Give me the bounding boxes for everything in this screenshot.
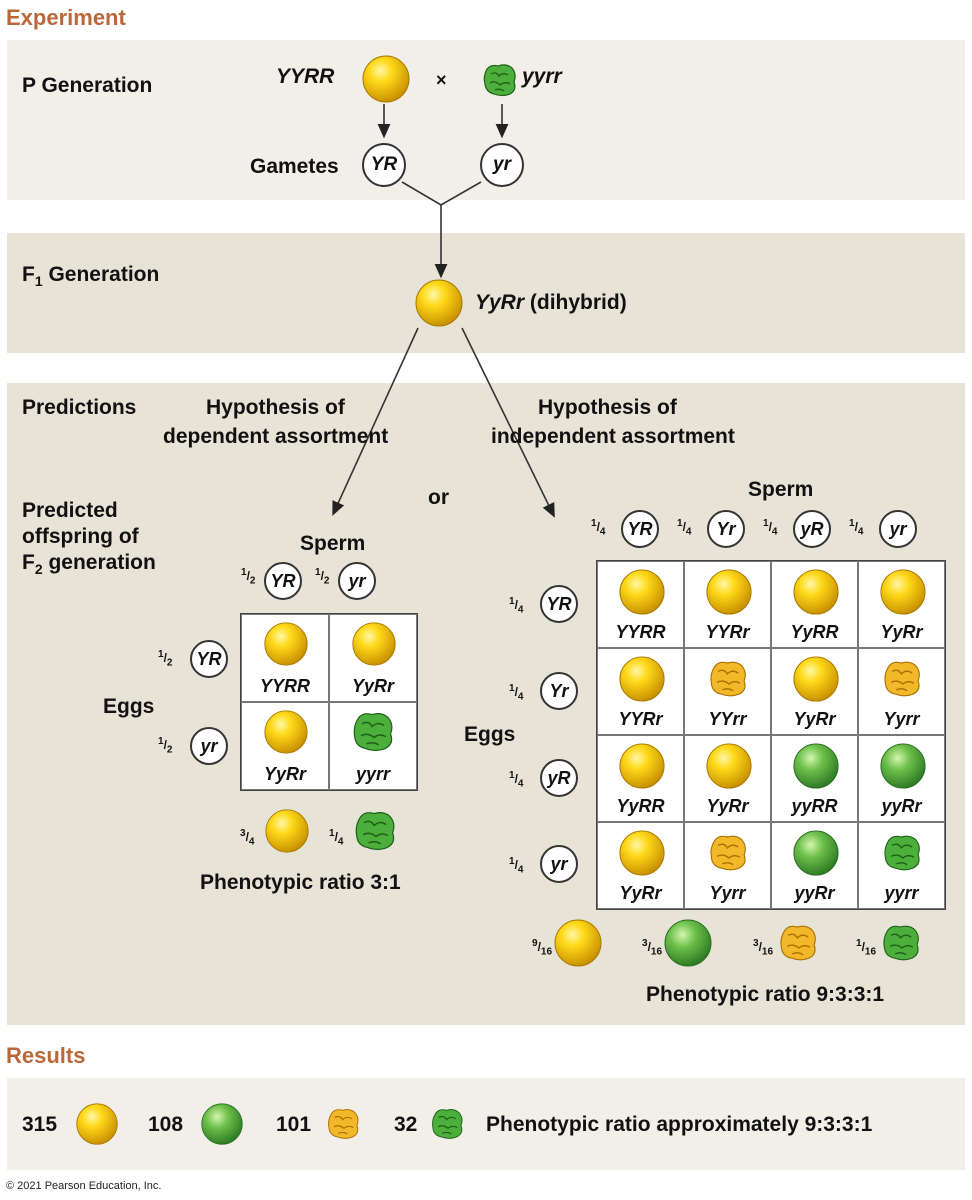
cell-genotype: YYRR	[259, 676, 310, 696]
independent-hypothesis-line1: Hypothesis of	[538, 396, 677, 419]
green-wrinkled-pea-icon	[351, 709, 397, 755]
offspring-label-line1: Predicted	[22, 499, 118, 522]
green-round-pea-icon	[792, 742, 840, 790]
yellow-round-pea-icon	[264, 808, 310, 854]
dependent-eggs-label: Eggs	[103, 695, 155, 718]
cell-genotype: YyRr	[880, 622, 923, 642]
cell-genotype: YyRr	[706, 796, 749, 816]
sperm-fraction: $^1/_2$	[315, 567, 330, 587]
punnett-cell	[771, 735, 858, 822]
yellow-round-pea-icon	[618, 655, 666, 703]
parent2-genotype: yyrr	[522, 65, 562, 88]
egg-gamete: yr	[540, 845, 578, 883]
yellow-round-pea-icon	[705, 568, 753, 616]
sperm-fraction: $^1/_4$	[677, 518, 692, 538]
dependent-sperm-label: Sperm	[300, 532, 366, 555]
pea-holder	[708, 658, 750, 705]
pea-holder	[792, 742, 840, 795]
green-round-pea-icon	[663, 918, 713, 968]
punnett-cell	[241, 702, 329, 790]
yellow-round-pea-icon	[351, 621, 397, 667]
yellow-round-pea-icon	[618, 829, 666, 877]
copyright: © 2021 Pearson Education, Inc.	[6, 1180, 162, 1192]
yellow-round-pea-icon	[618, 742, 666, 790]
ratio-pea	[663, 918, 713, 973]
egg-gamete: YR	[190, 640, 228, 678]
pea-holder	[705, 742, 753, 795]
cell-genotype: YYrr	[708, 709, 747, 729]
ratio-fraction: $^3/_{16}$	[642, 938, 663, 958]
green-wrinkled-pea-icon	[882, 832, 924, 874]
pea-holder	[879, 742, 927, 795]
cell-genotype: yyRR	[791, 796, 838, 816]
punnett-cell	[241, 614, 329, 702]
yellow-round-pea-icon	[705, 742, 753, 790]
experiment-header: Experiment	[6, 5, 126, 30]
punnett-cell	[597, 735, 684, 822]
yellow-round-pea-icon	[553, 918, 603, 968]
punnett-cell	[771, 648, 858, 735]
pea-holder	[792, 829, 840, 882]
yellow-wrinkled-pea-icon	[326, 1106, 362, 1142]
cell-genotype: YyRR	[790, 622, 839, 642]
result-pea	[200, 1102, 244, 1151]
ratio-fraction: $^3/_{16}$	[753, 938, 774, 958]
pea-holder	[708, 832, 750, 879]
punnett-cell	[858, 561, 945, 648]
punnett-cell	[597, 648, 684, 735]
punnett-cell	[684, 561, 771, 648]
egg-gamete: yR	[540, 759, 578, 797]
egg-fraction: $^1/_4$	[509, 596, 524, 616]
cell-genotype: YYRr	[705, 622, 750, 642]
ratio-fraction: $^3/_4$	[240, 828, 255, 848]
ratio-pea	[264, 808, 310, 859]
punnett-cell	[329, 702, 417, 790]
cell-genotype: Yyrr	[883, 709, 920, 729]
result-pea	[326, 1106, 362, 1147]
sperm-gamete: yr	[879, 510, 917, 548]
ratio-fraction: $^9/_{16}$	[532, 938, 553, 958]
yellow-wrinkled-pea-icon	[778, 922, 820, 964]
egg-gamete: YR	[540, 585, 578, 623]
result-count: 108	[148, 1113, 184, 1136]
sperm-gamete: Yr	[707, 510, 745, 548]
pea-holder	[882, 832, 924, 879]
dependent-hypothesis-line1: Hypothesis of	[206, 396, 345, 419]
offspring-label-line3: $F_2$ generation	[22, 551, 156, 578]
f1-generation-label: $F_1$ Generation	[22, 263, 160, 290]
punnett-cell	[858, 648, 945, 735]
sperm-gamete: YR	[621, 510, 659, 548]
ratio-pea	[353, 808, 399, 859]
pea-holder	[263, 709, 309, 760]
f1-genotype: YyRr (dihybrid)	[475, 291, 627, 314]
punnett-cell	[329, 614, 417, 702]
pea-holder	[879, 568, 927, 621]
punnett-cell	[597, 561, 684, 648]
result-count: 32	[394, 1113, 418, 1136]
dependent-hypothesis-line2: dependent assortment	[163, 425, 389, 448]
ratio-pea	[881, 922, 923, 969]
green-wrinkled-pea-icon	[353, 808, 399, 854]
egg-fraction: $^1/_2$	[158, 649, 173, 669]
ratio-fraction: $^1/_4$	[329, 828, 344, 848]
punnett-cell	[771, 561, 858, 648]
sperm-fraction: $^1/_4$	[849, 518, 864, 538]
egg-gamete: yr	[190, 727, 228, 765]
cell-genotype: Yyrr	[709, 883, 746, 903]
gamete-yr-dominant: YR	[362, 143, 406, 187]
cell-genotype: YyRr	[351, 676, 395, 696]
dependent-ratio-text: Phenotypic ratio 3:1	[200, 871, 401, 894]
green-round-pea-icon	[200, 1102, 244, 1146]
ratio-pea	[778, 922, 820, 969]
pea-holder	[792, 655, 840, 708]
yellow-wrinkled-pea-icon	[708, 832, 750, 874]
or-label: or	[428, 486, 449, 509]
cell-genotype: yyRr	[794, 883, 835, 903]
cell-genotype: YyRr	[793, 709, 836, 729]
punnett-cell	[858, 822, 945, 909]
cell-genotype: YYRr	[618, 709, 663, 729]
green-wrinkled-pea-icon	[881, 922, 923, 964]
pea-holder	[618, 742, 666, 795]
result-count: 315	[22, 1113, 58, 1136]
green-wrinkled-pea-icon	[430, 1106, 466, 1142]
pea-holder	[618, 829, 666, 882]
cell-genotype: YyRr	[263, 764, 307, 784]
result-pea	[75, 1102, 119, 1151]
green-round-pea-icon	[879, 742, 927, 790]
yellow-round-pea-icon	[361, 54, 411, 104]
pea-holder	[351, 709, 397, 760]
punnett-cell	[858, 735, 945, 822]
cell-genotype: yyrr	[355, 764, 391, 784]
punnett-cell	[597, 822, 684, 909]
pea-holder	[882, 658, 924, 705]
pea-holder	[351, 621, 397, 672]
pea-holder	[618, 655, 666, 708]
cell-genotype: YyRr	[619, 883, 662, 903]
ratio-pea	[553, 918, 603, 973]
offspring-label-line2: offspring of	[22, 525, 139, 548]
pea-holder	[792, 568, 840, 621]
cell-genotype: yyRr	[881, 796, 922, 816]
p-generation-label: P Generation	[22, 74, 153, 97]
yellow-round-pea-icon	[618, 568, 666, 616]
sperm-fraction: $^1/_4$	[763, 518, 778, 538]
yellow-round-pea-icon	[792, 568, 840, 616]
punnett-cell	[684, 648, 771, 735]
result-count: 101	[276, 1113, 312, 1136]
gamete-yr-recessive: yr	[480, 143, 524, 187]
sperm-gamete: YR	[264, 562, 302, 600]
parent1-genotype: YYRR	[276, 65, 335, 88]
egg-fraction: $^1/_2$	[158, 736, 173, 756]
sperm-gamete: yR	[793, 510, 831, 548]
cell-genotype: YYRR	[615, 622, 666, 642]
yellow-round-pea-icon	[879, 568, 927, 616]
yellow-round-pea-icon	[263, 621, 309, 667]
yellow-round-pea-icon	[75, 1102, 119, 1146]
pea-holder	[618, 568, 666, 621]
independent-ratio-text: Phenotypic ratio 9:3:3:1	[646, 983, 885, 1006]
punnett-cell	[771, 822, 858, 909]
green-wrinkled-pea-icon	[482, 62, 518, 98]
cross-symbol: ×	[436, 70, 447, 90]
punnett-cell	[684, 822, 771, 909]
yellow-wrinkled-pea-icon	[708, 658, 750, 700]
yellow-round-pea-icon	[414, 278, 464, 328]
yellow-wrinkled-pea-icon	[882, 658, 924, 700]
ratio-fraction: $^1/_{16}$	[856, 938, 877, 958]
results-header: Results	[6, 1043, 86, 1068]
sperm-fraction: $^1/_2$	[241, 567, 256, 587]
results-ratio-text: Phenotypic ratio approximately 9:3:3:1	[486, 1113, 873, 1136]
egg-fraction: $^1/_4$	[509, 856, 524, 876]
predictions-label: Predictions	[22, 396, 137, 419]
green-round-pea-icon	[792, 829, 840, 877]
yellow-round-pea-icon	[792, 655, 840, 703]
pea-holder	[705, 568, 753, 621]
egg-fraction: $^1/_4$	[509, 770, 524, 790]
independent-eggs-label: Eggs	[464, 723, 516, 746]
gametes-label: Gametes	[250, 155, 339, 178]
cell-genotype: YyRR	[616, 796, 665, 816]
pea-holder	[263, 621, 309, 672]
sperm-fraction: $^1/_4$	[591, 518, 606, 538]
egg-gamete: Yr	[540, 672, 578, 710]
independent-sperm-label: Sperm	[748, 478, 814, 501]
sperm-gamete: yr	[338, 562, 376, 600]
punnett-cell	[684, 735, 771, 822]
independent-hypothesis-line2: independent assortment	[491, 425, 735, 448]
cell-genotype: yyrr	[884, 883, 919, 903]
egg-fraction: $^1/_4$	[509, 683, 524, 703]
yellow-round-pea-icon	[263, 709, 309, 755]
result-pea	[430, 1106, 466, 1147]
